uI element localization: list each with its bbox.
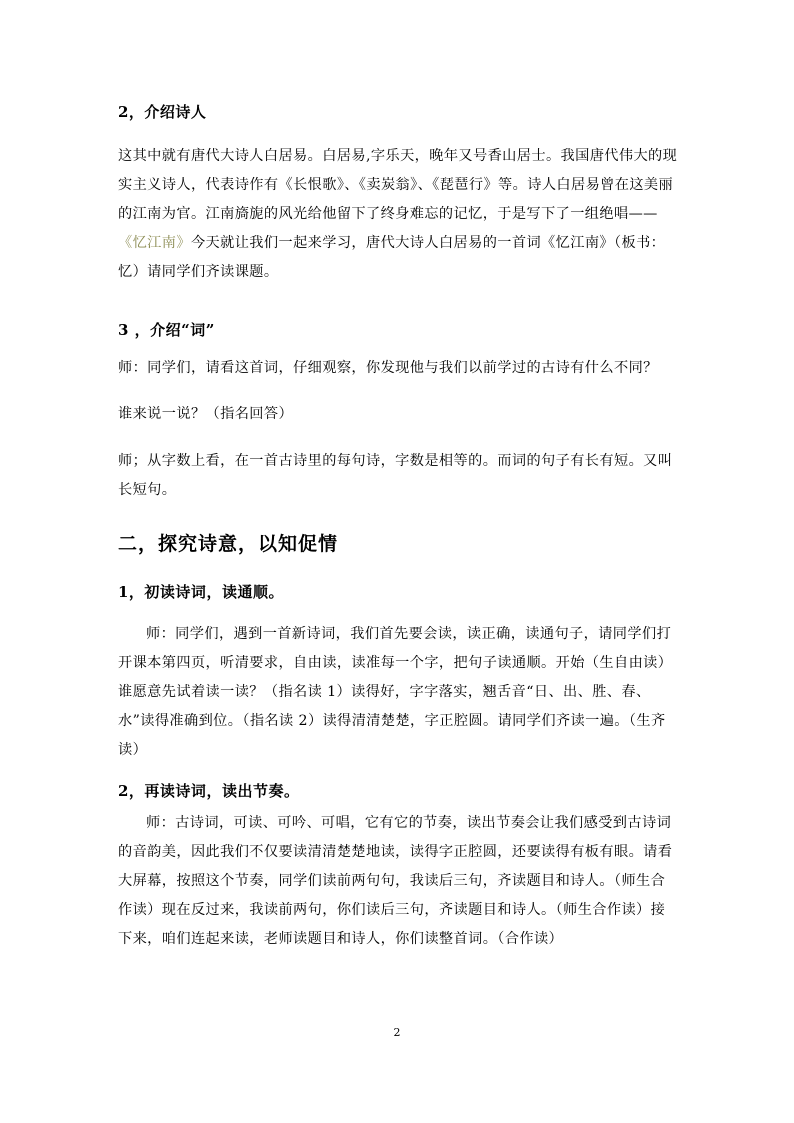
second-read-paragraph: 师：古诗词，可读、可吟、可唱，它有它的节奏，读出节奏会让我们感受到古诗词的音韵美，因此我们不仅要读清清楚楚地读，读得字正腔圆，还要读得有板有眼。请看大屏幕，按照这个节奏，同学们读前两句句，我读后三句，齐读题目和诗人。（师生合作读）现在反过来，我读前两句，你们读后三句，齐读题目和诗人。（师生合作读）接下来，咱们连起来读，老师读题目和诗人，你们读整首词。（合作读） [118, 815, 673, 947]
ci-teacher-question: 师：同学们，请看这首词，仔细观察，你发现他与我们以前学过的古诗有什么不同？ [118, 360, 658, 376]
poet-paragraph [118, 142, 678, 287]
ci-heading: 3 ，介绍“词” [118, 321, 215, 339]
poem-title-inline: 《忆江南》 [118, 235, 191, 251]
poet-paragraph-text-1: 这其中就有唐代大诗人白居易。白居易,字乐天，晚年又号香山居士。我国唐代伟大的现实主义诗人，代表诗作有《长恨歌》、《卖炭翁》、《琵琶行》等。诗人白居易曾在这美丽的江南为官。江南旖旎的风光给他留下了终身难忘的记忆，于是写下了一组绝唱—— [118, 148, 678, 222]
poet-paragraph-text-2: 今天就让我们一起来学习，唐代大诗人白居易的一首词《忆江南》（板书：忆）请同学们齐读课题。 [118, 235, 666, 280]
page-number: 2 [393, 1026, 401, 1039]
second-read-heading: 2，再读诗词，读出节奏。 [118, 782, 300, 800]
first-read-paragraph: 师：同学们，遇到一首新诗词，我们首先要会读，读正确，读通句子，请同学们打开课本第四页，听清要求，自由读，读准每一个字，把句子读通顺。开始（生自由读）谁愿意先试着读一读？（指名读 1）读得好，字字落实，翘舌音“日、出、胜、春、水”读得准确到位。（指名读 2）读得清清楚楚，字正腔圆。请同学们齐读一遍。（生齐读） [118, 626, 673, 758]
first-read-heading: 1，初读诗词，读通顺。 [118, 583, 284, 601]
ci-ask: 谁来说一说？（指名回答） [118, 406, 294, 422]
part-two-heading: 二，探究诗意，以知促情 [118, 533, 339, 555]
ci-teacher-explain: 师；从字数上看，在一首古诗里的每句诗，字数是相等的。而词的句子有长有短。又叫长短句。 [118, 453, 673, 498]
poet-heading: 2，介绍诗人 [118, 103, 207, 121]
